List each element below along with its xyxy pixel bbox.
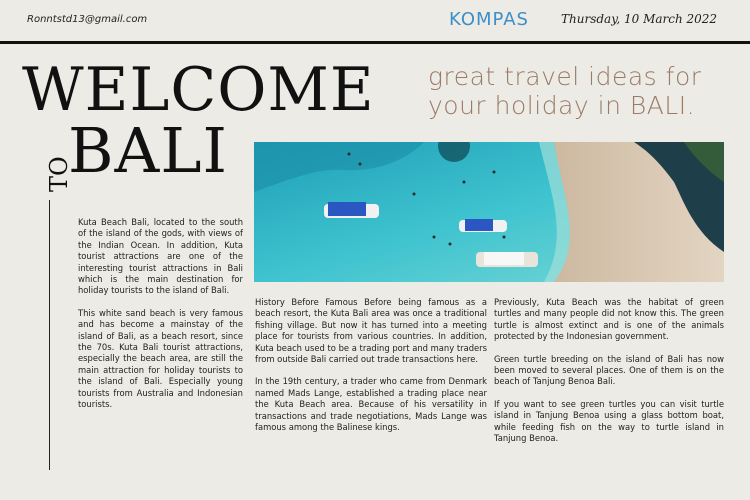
publication-name: KOMPAS [449, 9, 529, 30]
headline-welcome: WELCOME [22, 55, 375, 125]
paragraph: Previously, Kuta Beach was the habitat of green turtles and many people did not know this. The green turtle is almost extinct and is one of the animals protected by the Indonesian government. [494, 297, 724, 342]
article-column-2 [255, 297, 487, 444]
paragraph: Kuta Beach Bali, located to the south of the island of the gods, with views of the Indian Ocean. In addition, Kuta tourist attractions are one of the interesting tourist attractions in Bali which is the main destination for holiday tourists to the island of Bali. [78, 217, 243, 296]
header-rule [0, 41, 750, 44]
paragraph: History Before Famous Before being famous as a beach resort, the Kuta Bali area was once a traditional fishing village. But now it has turned into a meeting place for tourists from various countries. In addition, Kuta beach used to be a trading port and many traders from outside Bali carried out trade transactions here. [255, 297, 487, 365]
tagline: great travel ideas for your holiday in BALI. [428, 62, 702, 120]
paragraph: Green turtle breeding on the island of Bali has now been moved to several places. One of them is on the beach of Tanjung Benoa Bali. [494, 353, 724, 387]
beach-aerial-photo [254, 142, 724, 282]
article-column-1 [78, 217, 243, 422]
headline-bali: BALI [68, 114, 228, 187]
paragraph: If you want to see green turtles you can visit turtle island in Tanjung Benoa using a glass bottom boat, while feeding fish on the way to turtle island in Tanjung Benoa. [494, 398, 724, 444]
article-column-3 [494, 297, 724, 455]
paragraph: In the 19th century, a trader who came from Denmark named Mads Lange, established a trading place near the Kuta Beach area. Because of his versatility in transactions and trade negotiations, Mads Lange was famous among the Balinese kings. [255, 376, 487, 433]
headline-to: TO [45, 156, 73, 192]
column-divider [49, 200, 50, 470]
author-email: Ronntstd13@gmail.com [27, 14, 148, 25]
issue-date: Thursday, 10 March 2022 [561, 12, 718, 26]
boat [324, 202, 379, 218]
paragraph: This white sand beach is very famous and has become a mainstay of the island of Bali, as a beach resort, since the 70s. Kuta Bali tourist attractions, especially the beach area, are still the main attraction for holiday tourists to the island of Bali. Especially young tourists from Australia and Indonesian tourists. [78, 307, 243, 410]
